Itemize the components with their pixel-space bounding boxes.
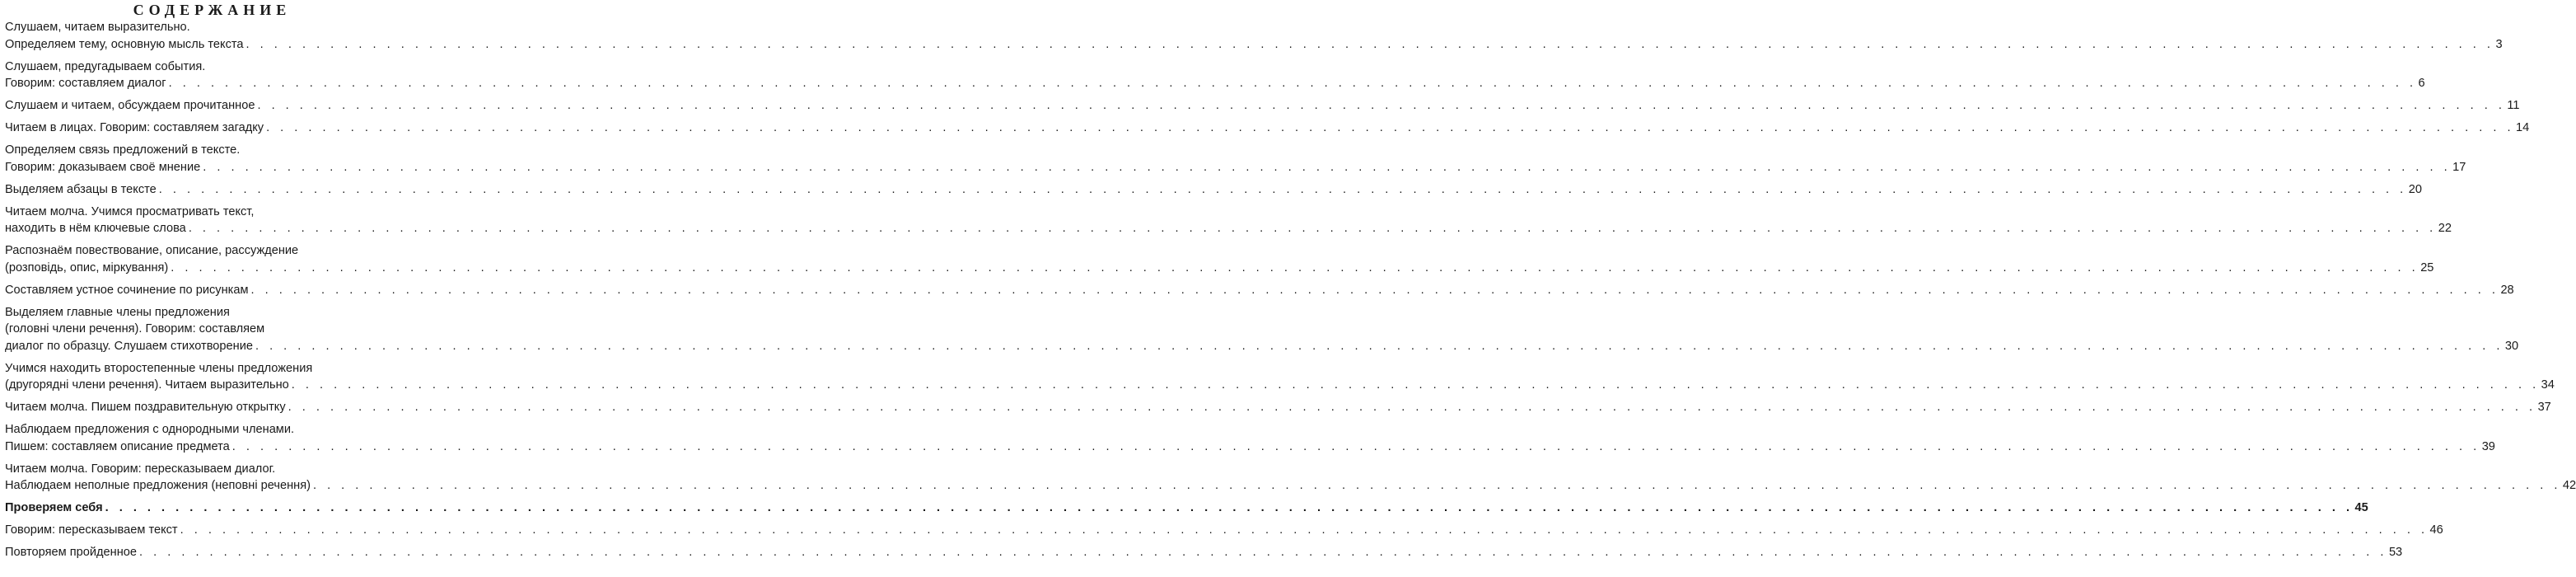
page-number: 17 bbox=[2452, 160, 2466, 174]
page-number: 11 bbox=[2507, 99, 2520, 112]
page-number: 20 bbox=[2408, 182, 2422, 196]
dot-leader bbox=[288, 399, 2536, 416]
toc-entry-text: Говорим: пересказываем текст bbox=[5, 523, 178, 537]
page-number: 6 bbox=[2418, 77, 2425, 90]
toc-entry-text: Говорим: составляем диалог bbox=[5, 77, 166, 90]
dot-leader bbox=[169, 75, 2417, 92]
toc-entry-text: (головні члени речення). Говорим: составляем bbox=[5, 322, 265, 335]
toc-entry-text: Слушаем, читаем выразительно. bbox=[5, 21, 190, 34]
dot-leader bbox=[159, 181, 2407, 199]
toc-entry-text: находить в нём ключевые слова bbox=[5, 222, 186, 235]
toc-entry-text: Наблюдаем неполные предложения (неповні речення) bbox=[5, 479, 311, 492]
dot-leader bbox=[313, 477, 2561, 495]
toc-entry-text: (другорядні члени речення). Читаем выразительно bbox=[5, 378, 289, 392]
toc-entry-text: Повторяем пройденное bbox=[5, 546, 138, 559]
toc-entry bbox=[5, 399, 2551, 416]
toc-entry bbox=[5, 500, 2368, 517]
toc-entry-text: Наблюдаем предложения с однородными членами. bbox=[5, 423, 295, 436]
toc-entry-text: Читаем молча. Говорим: пересказываем диалог. bbox=[5, 462, 276, 476]
toc-entry-row bbox=[5, 97, 2520, 115]
toc-entry-row bbox=[5, 220, 2452, 237]
page-number: 39 bbox=[2481, 439, 2495, 453]
dot-leader bbox=[180, 522, 2429, 539]
dot-leader bbox=[171, 260, 2419, 277]
toc-entry-row bbox=[5, 377, 2555, 394]
toc-entry-row bbox=[5, 282, 2514, 299]
toc-entry-text: Пишем: составляем описание предмета bbox=[5, 439, 230, 453]
toc-entry bbox=[5, 242, 2434, 276]
toc-entry-text: Читаем молча. Учимся просматривать текст, bbox=[5, 204, 255, 218]
page-number: 25 bbox=[2420, 260, 2434, 274]
toc-entry bbox=[5, 461, 2576, 495]
dot-leader bbox=[246, 36, 2494, 54]
dot-leader bbox=[257, 97, 2505, 115]
toc-entry bbox=[5, 421, 2495, 455]
toc-entry bbox=[5, 360, 2555, 394]
toc-entry-text: Учимся находить второстепенные члены предложения bbox=[5, 361, 313, 375]
toc-entry-text: Определяем тему, основную мысль текста bbox=[5, 37, 244, 51]
dot-leader bbox=[203, 159, 2451, 176]
page-number: 42 bbox=[2562, 479, 2576, 492]
page-number: 3 bbox=[2495, 37, 2503, 51]
toc-entry-row bbox=[5, 477, 2576, 495]
toc-entry-row bbox=[5, 399, 2551, 416]
toc-entry bbox=[5, 204, 2452, 237]
page-number: 53 bbox=[2388, 546, 2403, 559]
dot-leader bbox=[139, 544, 2387, 561]
page-number: 34 bbox=[2541, 378, 2555, 392]
toc-entry-text: (розповідь, опис, міркування) bbox=[5, 260, 169, 274]
toc-list bbox=[5, 19, 2576, 561]
page-number: 45 bbox=[2354, 501, 2368, 514]
toc-entry bbox=[5, 181, 2422, 199]
dot-leader bbox=[251, 282, 2499, 299]
toc-entry-text: Выделяем главные члены предложения bbox=[5, 305, 230, 319]
toc-entry-text: Слушаем и читаем, обсуждаем прочитанное bbox=[5, 99, 255, 112]
toc-entry-row bbox=[5, 36, 2503, 54]
toc-entry-row bbox=[5, 522, 2443, 539]
toc-entry-text: Распознаём повествование, описание, рассуждение bbox=[5, 244, 299, 257]
page-number: 22 bbox=[2438, 222, 2452, 235]
toc-entry bbox=[5, 282, 2514, 299]
toc-entry-row bbox=[5, 181, 2422, 199]
dot-leader bbox=[105, 500, 2354, 517]
toc-entry-row bbox=[5, 159, 2466, 176]
toc-entry bbox=[5, 97, 2520, 115]
toc-entry bbox=[5, 19, 2503, 53]
toc-entry-row bbox=[5, 260, 2434, 277]
dot-leader bbox=[266, 120, 2514, 137]
toc-entry bbox=[5, 522, 2443, 539]
page-number: 46 bbox=[2429, 523, 2443, 537]
page-number: 14 bbox=[2516, 121, 2530, 134]
toc-entry-text: Говорим: доказываем своё мнение bbox=[5, 160, 201, 174]
page-number: 37 bbox=[2537, 401, 2551, 414]
toc-entry bbox=[5, 304, 2519, 355]
toc-entry-row bbox=[5, 75, 2425, 92]
toc-entry bbox=[5, 544, 2403, 561]
dot-leader bbox=[292, 377, 2540, 394]
toc-entry bbox=[5, 142, 2466, 176]
toc-entry-text: Читаем в лицах. Говорим: составляем загадку bbox=[5, 121, 264, 134]
toc-entry-text: Слушаем, предугадываем события. bbox=[5, 59, 206, 73]
dot-leader bbox=[189, 220, 2437, 237]
dot-leader bbox=[232, 439, 2480, 456]
dot-leader bbox=[255, 338, 2504, 355]
toc-entry-row bbox=[5, 120, 2530, 137]
toc-entry-row bbox=[5, 439, 2495, 456]
toc-entry-row bbox=[5, 500, 2368, 517]
toc-entry-row bbox=[5, 338, 2519, 355]
toc-entry-text: диалог по образцу. Слушаем стихотворение bbox=[5, 339, 253, 353]
toc-entry bbox=[5, 59, 2425, 92]
toc-entry-row bbox=[5, 544, 2403, 561]
toc-entry-text: Определяем связь предложений в тексте. bbox=[5, 143, 241, 157]
page-number: 30 bbox=[2504, 339, 2519, 353]
toc-entry bbox=[5, 120, 2530, 137]
toc-entry-text: Выделяем абзацы в тексте bbox=[5, 182, 157, 196]
page-number: 28 bbox=[2500, 283, 2514, 297]
toc-entry-text: Составляем устное сочинение по рисункам bbox=[5, 283, 249, 297]
toc-entry-text: Проверяем себя bbox=[5, 501, 103, 514]
toc-entry-text: Читаем молча. Пишем поздравительную открытку bbox=[5, 401, 286, 414]
toc-title: СОДЕРЖАНИЕ bbox=[133, 2, 292, 18]
